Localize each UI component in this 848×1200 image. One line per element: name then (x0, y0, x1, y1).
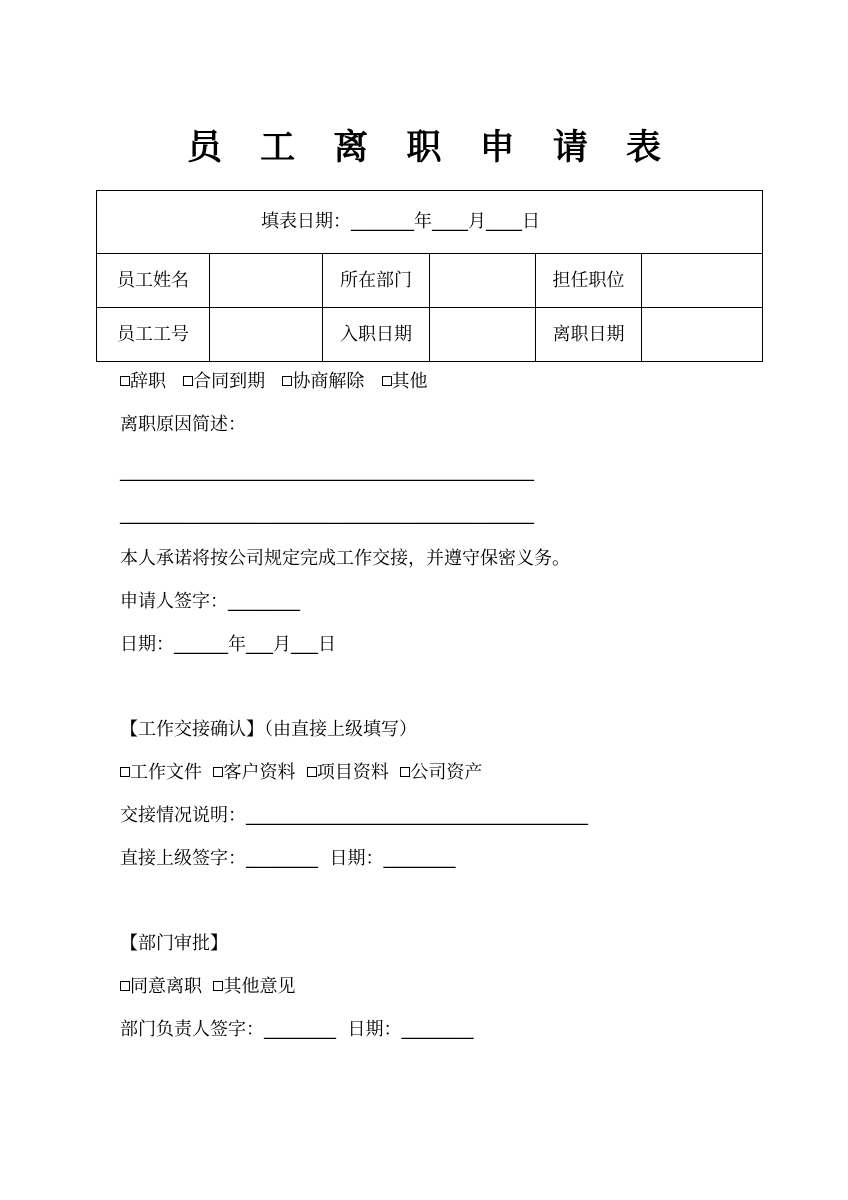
reason-label: 离职原因简述： (120, 414, 246, 435)
checkbox-other[interactable] (382, 376, 392, 386)
checkbox-client-data[interactable] (213, 767, 223, 777)
resignation-type-options (120, 370, 760, 393)
page-title: 员 工 离 职 申 请 表 (186, 128, 675, 168)
table-row-fill-date (97, 191, 763, 254)
department-field[interactable] (430, 254, 536, 308)
applicant-signature-label[interactable]: 申请人签字：________ (120, 591, 300, 612)
checkbox-other-opinion[interactable] (213, 981, 223, 991)
employee-id-field[interactable] (210, 308, 323, 362)
reason-input-line-1[interactable]: ______________________________________________ (120, 461, 534, 482)
approval-option-label-0: 同意离职 (130, 976, 202, 997)
handover-options (120, 761, 760, 784)
supervisor-signature-label[interactable]: 直接上级签字：________ 日期：________ (120, 848, 456, 869)
hire-date-field[interactable] (430, 308, 536, 362)
position-label: 担任职位 (536, 254, 642, 308)
handover-option-label-3: 公司资产 (410, 762, 483, 783)
handover-heading: 【工作交接确认】（由直接上级填写） (120, 719, 417, 740)
resignation-type-label-0: 辞职 (130, 371, 166, 392)
handover-option-label-1: 客户资料 (223, 762, 296, 783)
approval-options (120, 975, 760, 998)
employee-name-field[interactable] (210, 254, 323, 308)
leave-date-field[interactable] (642, 308, 763, 362)
checkbox-mutual-termination[interactable] (282, 376, 292, 386)
resignation-type-label-3: 其他 (391, 371, 428, 392)
checkbox-approve-resignation[interactable] (120, 981, 130, 991)
handover-description-label[interactable]: 交接情况说明：______________________________________ (120, 805, 588, 826)
hire-date-label: 入职日期 (323, 308, 430, 362)
department-head-signature-label[interactable]: 部门负责人签字：________ 日期：________ (120, 1019, 474, 1040)
approval-heading: 【部门审批】 (120, 933, 228, 954)
position-field[interactable] (642, 254, 763, 308)
checkbox-resign[interactable] (120, 376, 130, 386)
table-row (97, 308, 763, 362)
table-row (97, 254, 763, 308)
employee-id-label: 员工工号 (97, 308, 210, 362)
fill-date-label: 填表日期：_______年____月____日 (97, 191, 763, 254)
commitment-text: 本人承诺将按公司规定完成工作交接，并遵守保密义务。 (120, 548, 570, 569)
resignation-type-label-2: 协商解除 (292, 371, 365, 392)
department-label: 所在部门 (323, 254, 430, 308)
employee-info-table (96, 190, 763, 362)
resignation-type-label-1: 合同到期 (193, 371, 266, 392)
checkbox-work-files[interactable] (120, 767, 130, 777)
approval-option-label-1: 其他意见 (223, 976, 296, 997)
checkbox-project-data[interactable] (307, 767, 317, 777)
handover-option-label-2: 项目资料 (316, 762, 389, 783)
reason-input-line-2[interactable]: ______________________________________________ (120, 504, 534, 525)
form-body (120, 370, 760, 1041)
handover-option-label-0: 工作文件 (130, 762, 202, 783)
leave-date-label: 离职日期 (536, 308, 642, 362)
checkbox-contract-expiry[interactable] (183, 376, 193, 386)
checkbox-company-assets[interactable] (400, 767, 410, 777)
employee-name-label: 员工姓名 (97, 254, 210, 308)
applicant-date-label[interactable]: 日期：______年___月___日 (120, 634, 336, 655)
